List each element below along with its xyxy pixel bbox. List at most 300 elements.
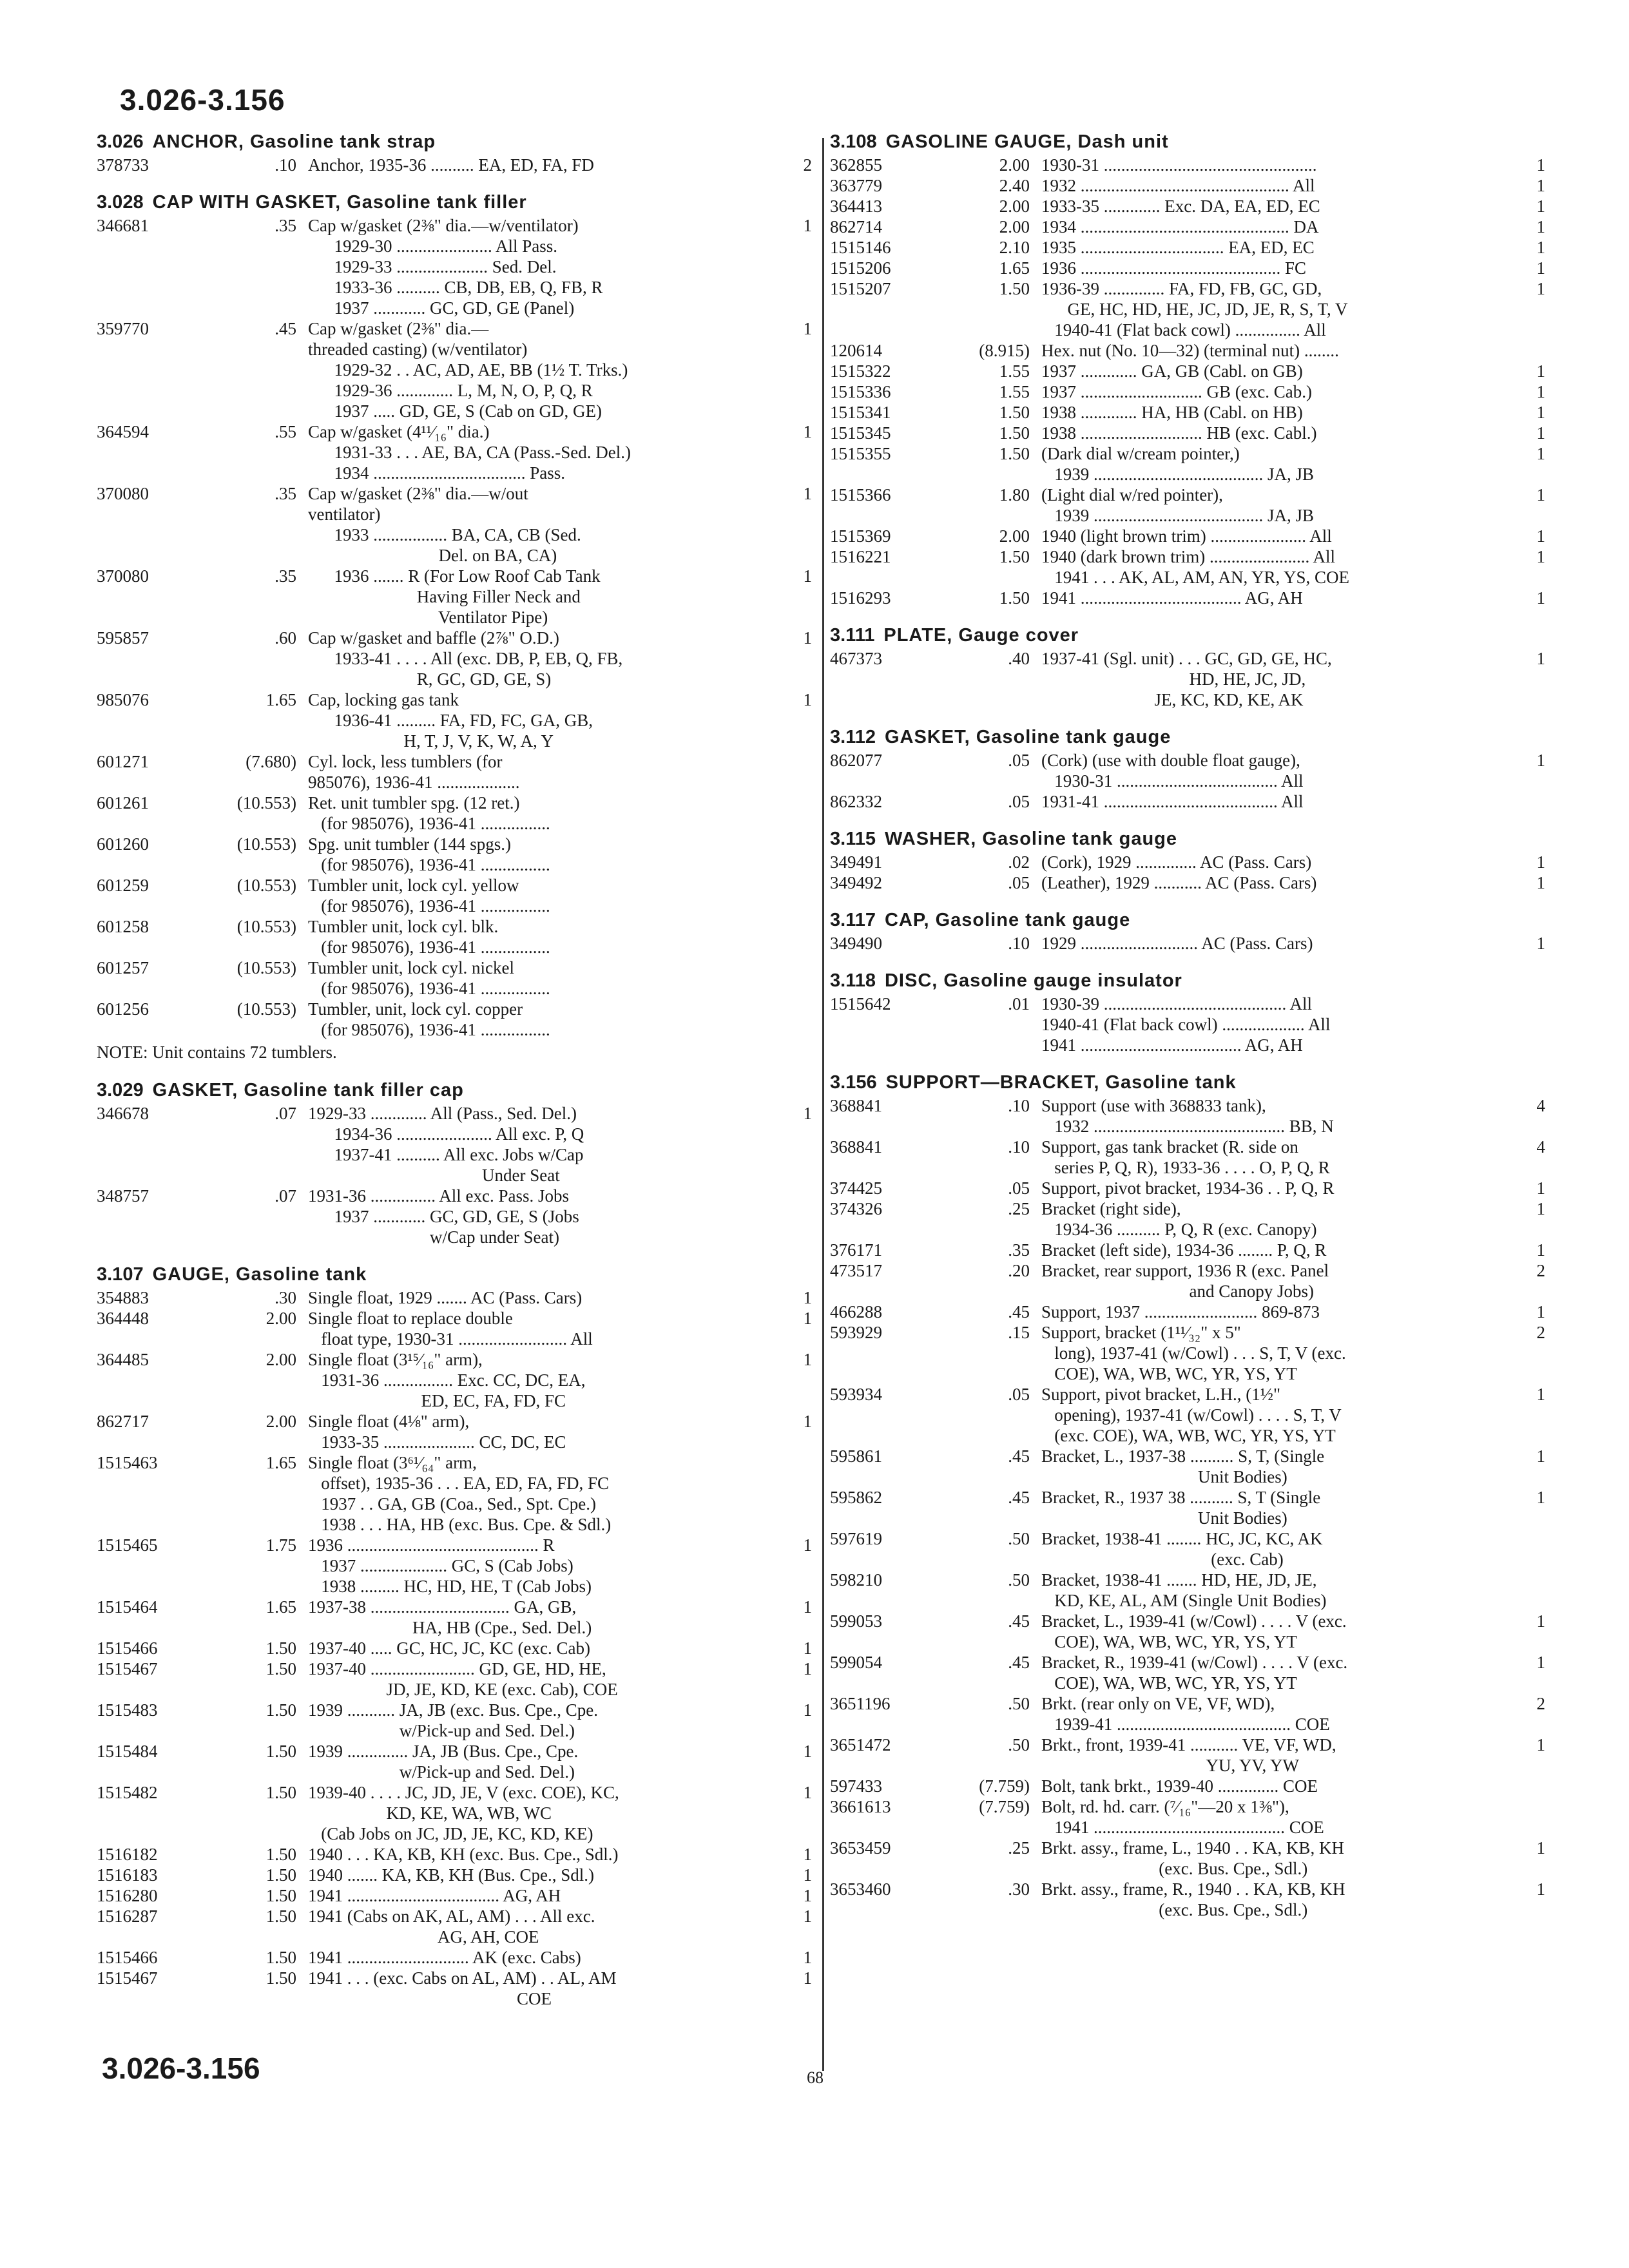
part-number: 370080 bbox=[97, 484, 149, 503]
part-number: 3653460 bbox=[830, 1879, 891, 1899]
part-description bbox=[308, 916, 786, 957]
part-row bbox=[97, 1947, 812, 1968]
description-line: Bracket, 1938-41 ....... HD, HE, JD, JE, bbox=[1041, 1570, 1317, 1590]
part-price: 1.50 bbox=[265, 1700, 296, 1720]
description-line: GE, HC, HD, HE, JC, JD, JE, R, S, T, V bbox=[1041, 300, 1348, 319]
description-line: Hex. nut (No. 10—32) (terminal nut) ........ bbox=[1041, 341, 1339, 360]
description-line: H, T, J, V, K, W, A, Y bbox=[308, 731, 554, 751]
part-row bbox=[830, 258, 1545, 278]
description-line: KD, KE, AL, AM (Single Unit Bodies) bbox=[1041, 1591, 1327, 1610]
part-row bbox=[97, 1865, 812, 1885]
part-description bbox=[308, 1349, 786, 1411]
description-line: Tumbler unit, lock cyl. nickel bbox=[308, 958, 514, 977]
description-line: Tumbler, unit, lock cyl. copper bbox=[308, 999, 523, 1019]
description-line: 1930-39 .......................................... All bbox=[1041, 994, 1313, 1014]
part-quantity: 4 bbox=[1536, 1096, 1545, 1115]
part-quantity bbox=[786, 957, 812, 999]
right-column bbox=[830, 129, 1545, 1934]
part-description bbox=[1041, 175, 1519, 196]
part-row bbox=[830, 1776, 1545, 1796]
description-line: 1937-40 ..... GC, HC, JC, KC (exc. Cab) bbox=[308, 1639, 590, 1658]
description-line: ED, EC, FA, FD, FC bbox=[308, 1391, 566, 1410]
part-description bbox=[1041, 1838, 1519, 1879]
part-price: .55 bbox=[275, 422, 296, 441]
part-number: 466288 bbox=[830, 1302, 882, 1321]
part-row bbox=[830, 1198, 1545, 1240]
part-price: 1.55 bbox=[999, 361, 1030, 381]
part-description bbox=[308, 1844, 786, 1865]
part-quantity: 1 bbox=[1536, 1446, 1545, 1466]
description-line: KD, KE, WA, WB, WC bbox=[308, 1803, 552, 1823]
part-description bbox=[1041, 237, 1519, 258]
part-description bbox=[1041, 526, 1519, 546]
description-line: Single float, 1929 ....... AC (Pass. Cars) bbox=[308, 1288, 583, 1307]
section-note: NOTE: Unit contains 72 tumblers. bbox=[97, 1043, 337, 1062]
part-quantity: 1 bbox=[803, 319, 812, 338]
part-description bbox=[308, 318, 786, 421]
catalog-section bbox=[830, 968, 1545, 1055]
part-number: 862714 bbox=[830, 217, 882, 236]
part-quantity bbox=[786, 834, 812, 875]
description-line: w/Pick-up and Sed. Del.) bbox=[308, 1762, 575, 1782]
part-quantity bbox=[786, 1186, 812, 1247]
part-price: 2.00 bbox=[999, 197, 1030, 216]
part-description bbox=[308, 689, 786, 751]
part-quantity: 1 bbox=[803, 1535, 812, 1555]
part-price: .05 bbox=[1008, 1385, 1030, 1404]
part-price: 1.50 bbox=[265, 1659, 296, 1678]
part-description bbox=[308, 1535, 786, 1597]
section-name: CAP WITH GASKET, Gasoline tank filler bbox=[152, 192, 527, 213]
part-row bbox=[830, 443, 1545, 485]
section-heading bbox=[830, 1070, 1545, 1095]
description-line: 1930-31 ..................................... All bbox=[1041, 771, 1304, 791]
part-description bbox=[1041, 278, 1519, 340]
description-line: Bolt, tank brkt., 1939-40 .............. COE bbox=[1041, 1776, 1318, 1796]
description-line: 1934-36 ...................... All exc. P, Q bbox=[308, 1124, 584, 1144]
description-line: 1929-36 ............. L, M, N, O, P, Q, R bbox=[308, 381, 593, 400]
part-row bbox=[830, 994, 1545, 1055]
part-number: 1515463 bbox=[97, 1453, 158, 1472]
catalog-section bbox=[830, 826, 1545, 893]
description-line: JE, KC, KD, KE, AK bbox=[1041, 690, 1304, 709]
description-line: Cap w/gasket (2⅜" dia.—w/ventilator) bbox=[308, 216, 579, 235]
part-row bbox=[97, 1782, 812, 1844]
part-description bbox=[308, 1947, 786, 1968]
part-description bbox=[308, 1885, 786, 1906]
part-quantity: 1 bbox=[803, 1104, 812, 1123]
description-line: Cap w/gasket (4¹¹⁄₁₆" dia.) bbox=[308, 422, 490, 441]
part-number: 601258 bbox=[97, 917, 149, 936]
part-description bbox=[1041, 1487, 1519, 1528]
part-quantity bbox=[1519, 340, 1545, 361]
description-line: 1937 ............. GA, GB (Cabl. on GB) bbox=[1041, 361, 1303, 381]
part-price: .45 bbox=[1008, 1488, 1030, 1507]
description-line: 1939 ........... JA, JB (exc. Bus. Cpe., Cpe. bbox=[308, 1700, 598, 1720]
part-row bbox=[97, 1597, 812, 1638]
part-number: 595861 bbox=[830, 1446, 882, 1466]
part-row bbox=[830, 546, 1545, 588]
description-line: (exc. Cab) bbox=[1041, 1550, 1284, 1569]
description-line: Bracket, rear support, 1936 R (exc. Panel bbox=[1041, 1261, 1329, 1280]
description-line: 1934-36 .......... P, Q, R (exc. Canopy) bbox=[1041, 1220, 1317, 1239]
description-line: Bracket, R., 1937 38 .......... S, T (Single bbox=[1041, 1488, 1321, 1507]
part-number: 374425 bbox=[830, 1178, 882, 1198]
part-number: 3651196 bbox=[830, 1694, 891, 1713]
part-description bbox=[308, 1741, 786, 1782]
part-price: .45 bbox=[1008, 1611, 1030, 1631]
section-number: 3.112 bbox=[830, 727, 876, 747]
part-price: .60 bbox=[275, 628, 296, 648]
part-price: 1.50 bbox=[265, 1886, 296, 1905]
description-line: 1939 ....................................... JA, JB bbox=[1041, 465, 1315, 484]
part-quantity: 1 bbox=[1536, 1199, 1545, 1218]
description-line: 1937 ............ GC, GD, GE (Panel) bbox=[308, 298, 575, 318]
part-price: 1.50 bbox=[265, 1783, 296, 1802]
part-number: 354883 bbox=[97, 1288, 149, 1307]
description-line: 1936-41 ......... FA, FD, FC, GA, GB, bbox=[308, 711, 593, 730]
part-description bbox=[1041, 361, 1519, 381]
part-number: 601271 bbox=[97, 752, 149, 771]
part-price: 1.50 bbox=[999, 444, 1030, 463]
description-line: 1933 ................. BA, CA, CB (Sed. bbox=[308, 525, 581, 544]
part-quantity: 1 bbox=[803, 566, 812, 586]
part-quantity: 1 bbox=[803, 1412, 812, 1431]
part-row bbox=[97, 875, 812, 916]
part-description bbox=[308, 1287, 786, 1308]
part-number: 1515467 bbox=[97, 1659, 158, 1678]
description-line: 1940 . . . KA, KB, KH (exc. Bus. Cpe., Sdl.) bbox=[308, 1845, 619, 1864]
description-line: offset), 1935-36 . . . EA, ED, FA, FD, FC bbox=[308, 1474, 610, 1493]
part-row bbox=[830, 791, 1545, 812]
description-line: Cap w/gasket and baffle (2⅞" O.D.) bbox=[308, 628, 559, 648]
part-quantity: 1 bbox=[1536, 1302, 1545, 1321]
description-line: 1935 ................................. EA, ED, EC bbox=[1041, 238, 1315, 257]
description-line: and Canopy Jobs) bbox=[1041, 1282, 1314, 1301]
part-quantity: 1 bbox=[803, 1886, 812, 1905]
part-quantity: 1 bbox=[803, 1907, 812, 1926]
part-price: .45 bbox=[275, 319, 296, 338]
description-line: Ret. unit tumbler spg. (12 ret.) bbox=[308, 793, 520, 812]
part-quantity: 1 bbox=[1536, 588, 1545, 608]
part-price: 2.00 bbox=[999, 526, 1030, 546]
part-number: 362855 bbox=[830, 155, 882, 175]
part-number: 378733 bbox=[97, 155, 149, 175]
section-number: 3.118 bbox=[830, 970, 876, 991]
part-price: .05 bbox=[1008, 1178, 1030, 1198]
part-description bbox=[308, 1658, 786, 1700]
description-line: 1932 ............................................ BB, N bbox=[1041, 1117, 1334, 1136]
part-quantity: 1 bbox=[1536, 1653, 1545, 1672]
description-line: 1940 ....... KA, KB, KH (Bus. Cpe., Sdl.) bbox=[308, 1865, 595, 1885]
part-description bbox=[1041, 1611, 1519, 1652]
part-price: .05 bbox=[1008, 792, 1030, 811]
part-quantity: 1 bbox=[1536, 485, 1545, 505]
part-row bbox=[97, 1968, 812, 2009]
part-quantity: 1 bbox=[803, 1350, 812, 1369]
part-row bbox=[97, 1452, 812, 1535]
part-number: 1515642 bbox=[830, 994, 891, 1014]
section-name: WASHER, Gasoline tank gauge bbox=[884, 829, 1178, 849]
part-price: .35 bbox=[275, 566, 296, 586]
part-quantity: 1 bbox=[803, 690, 812, 709]
part-description bbox=[308, 834, 786, 875]
description-line: 1932 ................................................ All bbox=[1041, 176, 1315, 195]
part-description bbox=[308, 1103, 786, 1186]
part-row bbox=[97, 1638, 812, 1658]
catalog-section bbox=[830, 129, 1545, 608]
description-line: 1933-35 ..................... CC, DC, EC bbox=[308, 1432, 566, 1452]
part-number: 1515482 bbox=[97, 1783, 158, 1802]
page-footer-title: 3.026-3.156 bbox=[102, 2052, 260, 2085]
part-number: 374326 bbox=[830, 1199, 882, 1218]
part-description bbox=[308, 1906, 786, 1947]
section-number: 3.107 bbox=[97, 1264, 144, 1285]
part-row bbox=[830, 1137, 1545, 1178]
part-price: .25 bbox=[1008, 1199, 1030, 1218]
part-price: .10 bbox=[1008, 1137, 1030, 1157]
part-row bbox=[830, 1652, 1545, 1693]
part-description bbox=[1041, 381, 1519, 402]
part-row bbox=[97, 1658, 812, 1700]
catalog-section bbox=[97, 189, 812, 1063]
section-heading bbox=[830, 724, 1545, 750]
part-price: .01 bbox=[1008, 994, 1030, 1014]
part-number: 368841 bbox=[830, 1096, 882, 1115]
part-number: 1515466 bbox=[97, 1639, 158, 1658]
part-description bbox=[308, 1186, 786, 1247]
part-row bbox=[830, 933, 1545, 954]
part-row bbox=[97, 421, 812, 483]
part-quantity: 1 bbox=[803, 1700, 812, 1720]
description-line: 1937-41 (Sgl. unit) . . . GC, GD, GE, HC, bbox=[1041, 649, 1332, 668]
part-row bbox=[97, 1349, 812, 1411]
part-row bbox=[97, 1103, 812, 1186]
part-row bbox=[830, 1735, 1545, 1776]
part-price: .45 bbox=[1008, 1302, 1030, 1321]
description-line: 1931-36 ................ Exc. CC, DC, EA, bbox=[308, 1370, 586, 1390]
part-description bbox=[1041, 340, 1519, 361]
part-price: 1.65 bbox=[999, 258, 1030, 278]
part-row bbox=[830, 1528, 1545, 1570]
part-quantity: 1 bbox=[803, 1639, 812, 1658]
description-line: 1937-40 ........................ GD, GE, HD, HE, bbox=[308, 1659, 606, 1678]
part-row bbox=[830, 1302, 1545, 1322]
description-line: 1941 ............................................ COE bbox=[1041, 1818, 1324, 1837]
part-quantity bbox=[1519, 1796, 1545, 1838]
part-row bbox=[97, 155, 812, 175]
part-row bbox=[830, 1322, 1545, 1384]
part-number: 359770 bbox=[97, 319, 149, 338]
part-quantity: 1 bbox=[1536, 217, 1545, 236]
section-heading bbox=[97, 129, 812, 155]
description-line: 1933-36 .......... CB, DB, EB, Q, FB, R bbox=[308, 278, 603, 297]
part-number: 364594 bbox=[97, 422, 149, 441]
part-description bbox=[1041, 1652, 1519, 1693]
description-line: Cap w/gasket (2⅜" dia.—w/out bbox=[308, 484, 528, 503]
part-price: .35 bbox=[275, 216, 296, 235]
part-number: 1516182 bbox=[97, 1845, 158, 1864]
description-line: series P, Q, R), 1933-36 . . . . O, P, Q, R bbox=[1041, 1158, 1330, 1177]
part-number: 1515206 bbox=[830, 258, 891, 278]
description-line: (Leather), 1929 ........... AC (Pass. Cars) bbox=[1041, 873, 1317, 892]
description-line: HD, HE, JC, JD, bbox=[1041, 669, 1306, 689]
description-line: Cap, locking gas tank bbox=[308, 690, 459, 709]
part-price: 2.00 bbox=[265, 1412, 296, 1431]
part-quantity: 1 bbox=[803, 1948, 812, 1967]
part-quantity: 1 bbox=[1536, 238, 1545, 257]
catalog-section bbox=[830, 1070, 1545, 1920]
part-row bbox=[830, 872, 1545, 893]
part-row bbox=[97, 916, 812, 957]
section-name: GASKET, Gasoline tank filler cap bbox=[152, 1080, 464, 1100]
part-description bbox=[308, 566, 786, 628]
description-line: Brkt., front, 1939-41 ........... VE, VF, WD, bbox=[1041, 1735, 1336, 1754]
part-quantity: 1 bbox=[1536, 934, 1545, 953]
description-line: 1939 ....................................... JA, JB bbox=[1041, 506, 1315, 525]
description-line: 1939 .............. JA, JB (Bus. Cpe., Cpe. bbox=[308, 1742, 579, 1761]
part-number: 601257 bbox=[97, 958, 149, 977]
part-price: (7.680) bbox=[246, 752, 296, 771]
part-row bbox=[97, 1287, 812, 1308]
part-number: 597619 bbox=[830, 1529, 882, 1548]
part-row bbox=[830, 852, 1545, 872]
part-price: 2.00 bbox=[265, 1350, 296, 1369]
description-line: Bracket, L., 1937-38 .......... S, T, (Single bbox=[1041, 1446, 1325, 1466]
description-line: ventilator) bbox=[308, 505, 381, 524]
part-quantity bbox=[786, 751, 812, 793]
description-line: w/Cap under Seat) bbox=[308, 1227, 559, 1247]
description-line: Having Filler Neck and bbox=[308, 587, 581, 606]
description-line: 1937-38 ................................ GA, GB, bbox=[308, 1597, 577, 1617]
part-price: .45 bbox=[1008, 1653, 1030, 1672]
description-line: Bracket, 1938-41 ........ HC, JC, KC, AK bbox=[1041, 1529, 1323, 1548]
part-description bbox=[1041, 1137, 1519, 1178]
description-line: (exc. COE), WA, WB, WC, YR, YS, YT bbox=[1041, 1426, 1336, 1445]
page-title: 3.026-3.156 bbox=[120, 83, 285, 117]
part-number: 1515466 bbox=[97, 1948, 158, 1967]
part-quantity: 1 bbox=[1536, 1838, 1545, 1858]
part-price: 1.65 bbox=[265, 1597, 296, 1617]
description-line: Cap w/gasket (2⅜" dia.— bbox=[308, 319, 489, 338]
description-line: Cyl. lock, less tumblers (for bbox=[308, 752, 503, 771]
part-number: 862717 bbox=[97, 1412, 149, 1431]
description-line: Bracket (left side), 1934-36 ........ P, Q, R bbox=[1041, 1240, 1327, 1260]
part-price: 1.50 bbox=[999, 547, 1030, 566]
part-quantity: 1 bbox=[803, 1597, 812, 1617]
part-number: 1515355 bbox=[830, 444, 891, 463]
part-description bbox=[308, 483, 786, 566]
section-heading bbox=[97, 189, 812, 215]
part-description bbox=[1041, 216, 1519, 237]
part-quantity: 4 bbox=[1536, 1137, 1545, 1157]
description-line: 1937 . . GA, GB (Coa., Sed., Spt. Cpe.) bbox=[308, 1494, 596, 1514]
description-line: Bolt, rd. hd. carr. (⁷⁄₁₆"—20 x 1⅜"), bbox=[1041, 1797, 1289, 1816]
description-line: Del. on BA, CA) bbox=[308, 546, 557, 565]
part-quantity: 1 bbox=[803, 1968, 812, 1988]
part-price: (8.915) bbox=[979, 341, 1030, 360]
part-number: 1515464 bbox=[97, 1597, 158, 1617]
part-quantity: 1 bbox=[1536, 1240, 1545, 1260]
part-number: 363779 bbox=[830, 176, 882, 195]
part-quantity: 1 bbox=[1536, 403, 1545, 422]
part-price: .25 bbox=[1008, 1838, 1030, 1858]
description-line: Support (use with 368833 tank), bbox=[1041, 1096, 1266, 1115]
part-quantity bbox=[786, 999, 812, 1040]
part-quantity: 1 bbox=[803, 1288, 812, 1307]
part-price: 1.65 bbox=[265, 1453, 296, 1472]
part-price: .35 bbox=[275, 484, 296, 503]
description-line: 1937 .................... GC, S (Cab Jobs) bbox=[308, 1556, 574, 1575]
description-line: Single float to replace double bbox=[308, 1309, 513, 1328]
part-description bbox=[1041, 1302, 1519, 1322]
part-description bbox=[1041, 1260, 1519, 1302]
description-line: COE), WA, WB, WC, YR, YS, YT bbox=[1041, 1632, 1297, 1651]
description-line: 1930-31 ................................................. bbox=[1041, 155, 1317, 175]
part-row bbox=[97, 1186, 812, 1247]
part-row bbox=[830, 1487, 1545, 1528]
part-number: 364448 bbox=[97, 1309, 149, 1328]
part-description bbox=[308, 1308, 786, 1349]
description-line: (exc. Bus. Cpe., Sdl.) bbox=[1041, 1900, 1308, 1919]
part-row bbox=[97, 318, 812, 421]
section-name: ANCHOR, Gasoline tank strap bbox=[152, 131, 436, 152]
part-quantity: 1 bbox=[803, 1309, 812, 1328]
part-number: 3661613 bbox=[830, 1797, 891, 1816]
part-description bbox=[1041, 1384, 1519, 1446]
part-description bbox=[1041, 1240, 1519, 1260]
part-row bbox=[97, 751, 812, 793]
part-row bbox=[830, 216, 1545, 237]
description-line: COE), WA, WB, WC, YR, YS, YT bbox=[1041, 1673, 1297, 1693]
part-number: 601256 bbox=[97, 999, 149, 1019]
part-price: (10.553) bbox=[236, 999, 296, 1019]
description-line: Support, gas tank bracket (R. side on bbox=[1041, 1137, 1298, 1157]
description-line: 1941 ..................................... AG, AH bbox=[1041, 1035, 1303, 1055]
page-number: 68 bbox=[807, 2068, 824, 2087]
description-line: w/Pick-up and Sed. Del.) bbox=[308, 1721, 575, 1740]
part-number: 346678 bbox=[97, 1104, 149, 1123]
part-row bbox=[830, 196, 1545, 216]
part-price: .50 bbox=[1008, 1529, 1030, 1548]
description-line: Unit Bodies) bbox=[1041, 1467, 1287, 1486]
part-number: 862332 bbox=[830, 792, 882, 811]
part-description bbox=[308, 1638, 786, 1658]
description-line: 1937 ............ GC, GD, GE, S (Jobs bbox=[308, 1207, 579, 1226]
part-number: 1515341 bbox=[830, 403, 891, 422]
description-line: 985076), 1936-41 ................... bbox=[308, 773, 520, 792]
section-name: SUPPORT—BRACKET, Gasoline tank bbox=[885, 1072, 1237, 1093]
description-line: 1940 (dark brown trim) ....................... All bbox=[1041, 547, 1335, 566]
description-line: (for 985076), 1936-41 ................ bbox=[308, 855, 550, 874]
part-price: 1.75 bbox=[265, 1535, 296, 1555]
section-number: 3.156 bbox=[830, 1072, 877, 1093]
part-price: 1.50 bbox=[265, 1968, 296, 1988]
description-line: JD, JE, KD, KE (exc. Cab), COE bbox=[308, 1680, 618, 1699]
description-line: 1937 ............................ GB (exc. Cab.) bbox=[1041, 382, 1312, 401]
part-quantity: 1 bbox=[1536, 1879, 1545, 1899]
part-price: (10.553) bbox=[236, 917, 296, 936]
part-description bbox=[1041, 258, 1519, 278]
part-row bbox=[97, 1741, 812, 1782]
part-description bbox=[308, 875, 786, 916]
description-line: Ventilator Pipe) bbox=[308, 608, 548, 627]
part-number: 593934 bbox=[830, 1385, 882, 1404]
part-row bbox=[97, 215, 812, 318]
part-price: 1.50 bbox=[999, 423, 1030, 443]
part-description bbox=[308, 1782, 786, 1844]
description-line: (Light dial w/red pointer), bbox=[1041, 485, 1223, 505]
